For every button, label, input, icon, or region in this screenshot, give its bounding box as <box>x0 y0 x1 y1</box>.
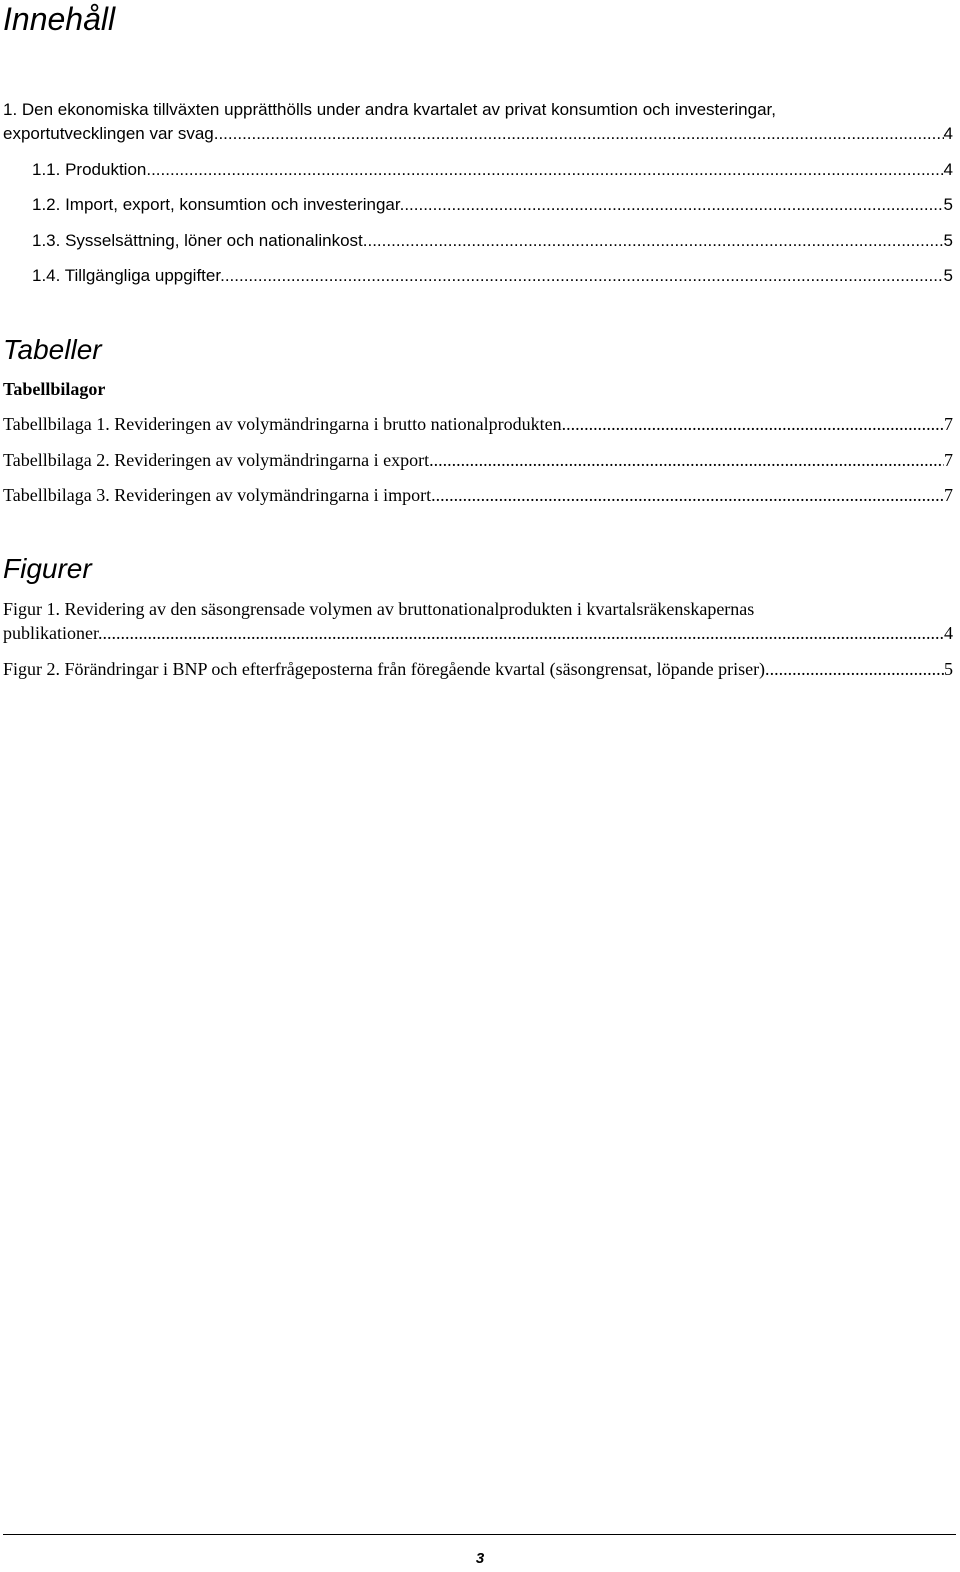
toc-entry-1-1-page: 4 <box>943 160 953 179</box>
dot-leader <box>218 122 943 146</box>
tables-heading: Tabeller <box>3 334 102 365</box>
table-appendices-heading: Tabellbilagor <box>3 379 106 399</box>
toc-entry-1-1-text: 1.1. Produktion. <box>32 160 152 179</box>
toc-entry-1-4[interactable] <box>32 264 953 288</box>
toc-entry-1-2-page: 5 <box>943 195 953 214</box>
figure-1-text: publikationer. <box>3 623 103 643</box>
toc-entry-1-3[interactable] <box>32 229 953 253</box>
toc-entry-1-line1[interactable]: 1. Den ekonomiska tillväxten upprätthölls under andra kvartalet av privat konsumtion och investeringar, <box>3 100 776 119</box>
figure-1-entry[interactable] <box>3 621 953 645</box>
toc-entry-1-1[interactable] <box>32 158 953 182</box>
dot-leader <box>434 448 944 472</box>
figure-2-entry[interactable] <box>3 657 953 681</box>
dot-leader <box>436 483 944 507</box>
toc-entry-1[interactable] <box>3 122 953 146</box>
figure-2-text: Figur 2. Förändringar i BNP och efterfrågeposterna från föregående kvartal (säsongrensat, löpande priser). <box>3 659 770 679</box>
table-appendix-3-page: 7 <box>944 485 953 505</box>
table-appendix-2-text: Tabellbilaga 2. Revideringen av volymändringarna i export. <box>3 450 434 470</box>
toc-entry-1-text: exportutvecklingen var svag. <box>3 124 219 143</box>
table-appendix-1-page: 7 <box>944 414 953 434</box>
contents-heading: Innehåll <box>3 1 116 37</box>
figure-1-page: 4 <box>944 623 953 643</box>
toc-entry-1-2-text: 1.2. Import, export, konsumtion och investeringar. <box>32 195 405 214</box>
footer-divider <box>3 1534 956 1535</box>
table-appendix-2[interactable] <box>3 448 953 472</box>
toc-entry-1-page: 4 <box>943 124 953 143</box>
figure-2-page: 5 <box>944 659 953 679</box>
figures-heading: Figurer <box>3 553 92 584</box>
figure-1-line1[interactable]: Figur 1. Revidering av den säsongrensade volymen av bruttonationalprodukten i kvartalsräkenskapernas <box>3 599 755 619</box>
toc-entry-1-4-text: 1.4. Tillgängliga uppgifter. <box>32 266 225 285</box>
toc-entry-1-3-text: 1.3. Sysselsättning, löner och nationalinkost. <box>32 231 368 250</box>
page-number: 3 <box>475 1550 485 1567</box>
dot-leader <box>367 229 943 253</box>
dot-leader <box>151 158 943 182</box>
table-appendix-3[interactable] <box>3 483 953 507</box>
dot-leader <box>566 412 944 436</box>
toc-entry-1-3-page: 5 <box>943 231 953 250</box>
table-appendix-3-text: Tabellbilaga 3. Revideringen av volymändringarna i import. <box>3 485 436 505</box>
table-appendix-1-text: Tabellbilaga 1. Revideringen av volymändringarna i brutto nationalprodukten. <box>3 414 567 434</box>
dot-leader <box>404 193 943 217</box>
table-appendix-2-page: 7 <box>944 450 953 470</box>
dot-leader <box>225 264 944 288</box>
table-appendix-1[interactable] <box>3 412 953 436</box>
dot-leader <box>102 621 944 645</box>
dot-leader <box>770 657 944 681</box>
toc-entry-1-2[interactable] <box>32 193 953 217</box>
toc-entry-1-4-page: 5 <box>943 266 953 285</box>
